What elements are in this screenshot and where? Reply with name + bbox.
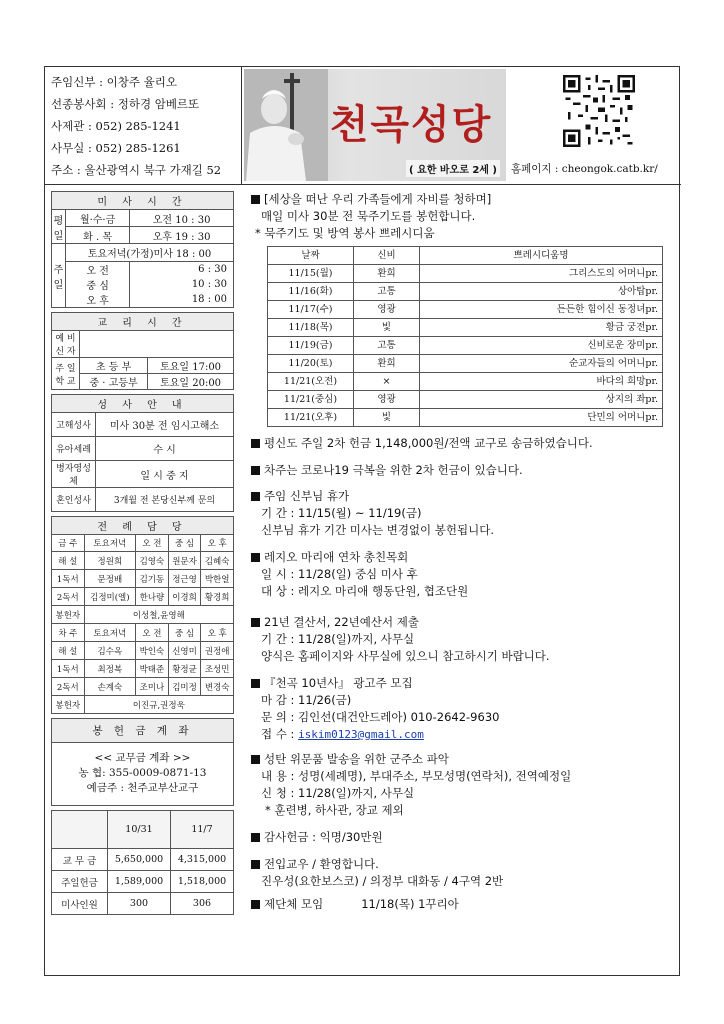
parish-patron: ( 요한 바오로 2세 )	[406, 160, 500, 177]
notice-line: 마 감 : 11/26(금)	[261, 693, 352, 707]
catechism-title: 교 리 시 간	[52, 313, 234, 331]
notice-line: 내 용 : 성명(세례명), 부대주소, 부모성명(연락처), 전역예정일	[261, 769, 572, 783]
sunday-mass-label: 중 심	[66, 277, 130, 292]
weekday-days: 월·수·금	[66, 210, 130, 227]
notice-line: 신 청 : 11/28(일)까지, 사무실	[261, 786, 415, 800]
homepage-link[interactable]: 홈페이지 : cheongok.catb.kr/	[511, 163, 658, 175]
notice-line	[251, 726, 677, 743]
stats-label: 미사인원	[52, 893, 108, 915]
weekday-time: 오후 19 : 30	[130, 227, 234, 244]
liturgy-duty-table	[51, 516, 234, 714]
duty-cell: 해 설	[52, 642, 85, 660]
catechism-time: 토요일 20:00	[148, 374, 234, 390]
duty-head: 금 주	[52, 535, 85, 552]
duty-head: 차 주	[52, 624, 85, 642]
catechism-label: 예 비 신 자	[52, 331, 80, 358]
duty-cell: 김수옥	[84, 642, 136, 660]
sunday-mass-time: 10 : 30	[130, 277, 234, 292]
rosary-praesidium: 상아탑pr.	[420, 283, 663, 301]
duty-cell: 손계숙	[84, 678, 136, 696]
header	[45, 67, 681, 185]
account-title: 봉 헌 금 계 좌	[52, 719, 233, 743]
notice-group-meeting	[251, 896, 677, 913]
sacrament-key: 병자영성체	[52, 461, 96, 488]
sunday-label: 주일	[52, 244, 66, 308]
notice-next-collection	[251, 462, 677, 479]
notice-title: 차주는 코로나19 극복을 위한 2차 헌금이 있습니다.	[264, 463, 523, 477]
info-address: 주소 : 울산광역시 북구 가재길 52	[51, 163, 222, 177]
rosary-praesidium: 바다의 희망pr.	[420, 373, 663, 391]
parish-info	[45, 67, 242, 185]
duty-cell: 2독서	[52, 588, 85, 606]
rosary-head: 쁘레시디움명	[420, 247, 663, 265]
weekday-days: 화 . 목	[66, 227, 130, 244]
mass-times-title: 미 사 시 간	[52, 192, 234, 210]
catechism-table	[51, 312, 234, 390]
info-rectory: 사제관 : 052) 285-1241	[51, 119, 181, 133]
duty-cell: 황경희	[201, 588, 234, 606]
notice-line: 매일 미사 30분 전 묵주기도를 봉헌합니다.	[261, 209, 476, 223]
notice-line: * 묵주기도 및 방역 봉사 쁘레시디움	[255, 226, 435, 240]
notice-line: 기 간 : 11/15(월) ~ 11/19(금)	[261, 506, 422, 520]
rosary-mystery: ×	[354, 373, 420, 391]
notice-budget-submission	[251, 614, 677, 665]
offering-account-box	[51, 718, 234, 806]
rosary-praesidium: 상지의 좌pr.	[420, 391, 663, 409]
account-heading: << 교무금 계좌 >>	[94, 752, 191, 764]
duty-cell: 한나량	[136, 588, 169, 606]
notice-new-parishioners	[251, 856, 677, 890]
rosary-date: 11/21(중심)	[268, 391, 354, 409]
bulletin-page	[44, 66, 680, 976]
bullet-square-icon	[251, 195, 260, 204]
account-number: 농 협: 355-0009-0871-13	[78, 767, 207, 779]
duty-cell: 이경희	[168, 588, 201, 606]
info-service: 선종봉사회 : 정하경 암베르또	[51, 97, 200, 111]
bullet-square-icon	[251, 618, 260, 627]
notice-line: 문 의 : 김인선(대건안드레아) 010-2642-9630	[261, 710, 500, 724]
info-pastor: 주임신부 : 이창주 율리오	[51, 75, 177, 89]
notice-line: 기 간 : 11/28(일)까지, 사무실	[261, 632, 415, 646]
bullet-square-icon	[251, 755, 260, 764]
rosary-mystery: 빛	[354, 319, 420, 337]
rosary-mystery: 환희	[354, 355, 420, 373]
notice-pastor-vacation	[251, 488, 677, 539]
sacrament-value: 일 시 중 지	[96, 461, 234, 488]
notice-title: 『천곡 10년사』 광고주 모집	[264, 676, 413, 690]
bullet-square-icon	[251, 553, 260, 562]
rosary-date: 11/21(오후)	[268, 409, 354, 427]
sunday-mass-time: 18 : 00	[130, 292, 234, 308]
duty-head: 오 후	[201, 535, 234, 552]
bullet-square-icon	[251, 860, 260, 869]
notice-title: 21년 결산서, 22년예산서 제출	[264, 615, 419, 629]
duty-cell: 변경숙	[201, 678, 234, 696]
notice-line: * 훈련병, 하사관, 장교 제외	[265, 803, 404, 817]
sacrament-key: 유아세례	[52, 437, 96, 461]
rosary-mystery: 영광	[354, 391, 420, 409]
duty-head: 중 심	[168, 535, 201, 552]
duty-cell: 박한얼	[201, 570, 234, 588]
bullet-square-icon	[251, 492, 260, 501]
rosary-date: 11/17(수)	[268, 301, 354, 319]
catechism-desc: 중 · 고등부	[80, 374, 148, 390]
rosary-schedule-table	[267, 246, 663, 427]
duty-cell: 김미정	[168, 678, 201, 696]
notice-title: [세상을 떠난 우리 가족들에게 자비를 청하며]	[264, 192, 492, 206]
notice-thanksgiving-offering	[251, 829, 677, 846]
catechism-label: 주 일 학 교	[52, 358, 80, 390]
duty-cell: 정근영	[168, 570, 201, 588]
notices-column	[251, 191, 677, 913]
sunday-mass-label: 오 후	[66, 292, 130, 308]
weekday-label: 평일	[52, 210, 66, 244]
duty-head: 오 후	[201, 624, 234, 642]
notice-legio-meeting	[251, 549, 677, 600]
sacrament-key: 고해성사	[52, 413, 96, 437]
notice-line: 진우성(요한보스코) / 의정부 대화동 / 4구역 2반	[261, 874, 504, 888]
stats-value: 306	[171, 893, 234, 915]
duty-cell: 원문자	[168, 552, 201, 570]
rosary-praesidium: 든든한 힘이신 동정녀pr.	[420, 301, 663, 319]
rosary-praesidium: 황금 궁전pr.	[420, 319, 663, 337]
email-link[interactable]: iskim0123@gmail.com	[298, 728, 424, 741]
duty-cell: 김기동	[136, 570, 169, 588]
rosary-mystery: 환희	[354, 265, 420, 283]
notice-military-address	[251, 751, 677, 819]
rosary-date: 11/18(목)	[268, 319, 354, 337]
notice-line: 양식은 홈페이지와 사무실에 있으니 참고하시기 바랍니다.	[261, 649, 550, 663]
rosary-mystery: 고통	[354, 283, 420, 301]
duty-cell: 박인숙	[136, 642, 169, 660]
stats-label: 교 무 금	[52, 849, 108, 871]
sacrament-key: 혼인성사	[52, 488, 96, 512]
info-office: 사무실 : 052) 285-1261	[51, 141, 181, 155]
rosary-mystery: 고통	[354, 337, 420, 355]
notice-title: 제단체 모임	[264, 897, 324, 911]
duty-cell: 최정복	[84, 660, 136, 678]
rosary-date: 11/20(토)	[268, 355, 354, 373]
duty-cell: 김혜숙	[201, 552, 234, 570]
duty-offer-names: 이성철,윤영해	[84, 606, 233, 624]
duty-cell: 김영숙	[136, 552, 169, 570]
parish-title: 천곡성당	[329, 102, 493, 148]
duty-head: 중 심	[168, 624, 201, 642]
stats-head: 11/7	[171, 811, 234, 849]
notice-title: 전입교우 / 환영합니다.	[264, 857, 379, 871]
notice-line: 대 상 : 레지오 마리애 행동단원, 협조단원	[261, 584, 469, 598]
duty-cell: 2독서	[52, 678, 85, 696]
stats-value: 1,589,000	[108, 871, 171, 893]
rosary-date: 11/21(오전)	[268, 373, 354, 391]
offering-stats-table	[51, 810, 234, 915]
duty-cell: 박태준	[136, 660, 169, 678]
rosary-praesidium: 그리스도의 어머니pr.	[420, 265, 663, 283]
duty-head: 오 전	[136, 535, 169, 552]
stats-value: 300	[108, 893, 171, 915]
stats-head	[52, 811, 108, 849]
catechism-time: 토요일 17:00	[148, 358, 234, 374]
duty-cell: 문정배	[84, 570, 136, 588]
duty-cell: 권정애	[201, 642, 234, 660]
notice-line-prefix: 접 수 :	[261, 727, 299, 741]
duty-head: 토요저녁	[84, 535, 136, 552]
duty-head: 오 전	[136, 624, 169, 642]
notice-rosary	[251, 191, 677, 427]
notice-value: 11/18(목) 1꾸리아	[361, 897, 459, 911]
rosary-date: 11/15(월)	[268, 265, 354, 283]
duty-cell: 1독서	[52, 660, 85, 678]
duty-cell: 황정균	[168, 660, 201, 678]
notice-line: 일 시 : 11/28(일) 중심 미사 후	[261, 567, 418, 581]
rosary-praesidium: 신비로운 장미pr.	[420, 337, 663, 355]
duty-head: 토요저녁	[84, 624, 136, 642]
sacrament-value: 미사 30분 전 임시고해소	[96, 413, 234, 437]
duty-cell: 조미나	[136, 678, 169, 696]
stats-head: 10/31	[108, 811, 171, 849]
stats-label: 주일헌금	[52, 871, 108, 893]
bullet-square-icon	[251, 833, 260, 842]
duty-cell: 해 설	[52, 552, 85, 570]
notice-title: 평신도 주일 2차 헌금 1,148,000원/전액 교구로 송금하였습니다.	[264, 436, 593, 450]
qr-code-image[interactable]	[563, 75, 635, 147]
rosary-praesidium: 순교자들의 어머니pr.	[420, 355, 663, 373]
stats-value: 1,518,000	[171, 871, 234, 893]
notice-second-collection	[251, 435, 677, 452]
stats-value: 5,650,000	[108, 849, 171, 871]
left-column	[51, 191, 234, 915]
duty-offer-label: 봉헌자	[52, 696, 85, 714]
catechism-desc	[80, 331, 234, 358]
duty-cell: 1독서	[52, 570, 85, 588]
duty-cell: 정원희	[84, 552, 136, 570]
duty-cell: 조성민	[201, 660, 234, 678]
bullet-square-icon	[251, 900, 260, 909]
sunday-mass-label: 오 전	[66, 262, 130, 278]
bullet-square-icon	[251, 466, 260, 475]
mass-times-table	[51, 191, 234, 308]
sacrament-value: 수 시	[96, 437, 234, 461]
bullet-square-icon	[251, 679, 260, 688]
notice-title: 성탄 위문품 발송을 위한 군주소 파악	[264, 752, 449, 766]
rosary-date: 11/19(금)	[268, 337, 354, 355]
account-holder: 예금주 : 천주교부산교구	[86, 782, 199, 794]
title-banner	[244, 69, 506, 181]
notice-title: 레지오 마리애 연차 총친목회	[264, 550, 409, 564]
liturgy-duty-title: 전 례 담 당	[52, 517, 234, 535]
catechism-desc: 초 등 부	[80, 358, 148, 374]
sacrament-table	[51, 394, 234, 512]
rosary-head: 신비	[354, 247, 420, 265]
duty-offer-names: 이진규,권정욱	[84, 696, 233, 714]
rosary-mystery: 영광	[354, 301, 420, 319]
notice-title: 주임 신부님 휴가	[264, 489, 350, 503]
weekday-time: 오전 10 : 30	[130, 210, 234, 227]
duty-cell: 김정미(엘)	[84, 588, 136, 606]
bullet-square-icon	[251, 439, 260, 448]
sunday-mass-time: 6 : 30	[130, 262, 234, 278]
duty-offer-label: 봉헌자	[52, 606, 85, 624]
notice-line: 신부님 휴가 기간 미사는 변경없이 봉헌됩니다.	[261, 523, 495, 537]
rosary-praesidium: 단민의 어머니pr.	[420, 409, 663, 427]
rosary-date: 11/16(화)	[268, 283, 354, 301]
duty-cell: 신영미	[168, 642, 201, 660]
notice-advertiser-recruitment	[251, 675, 677, 743]
sacrament-title: 성 사 안 내	[52, 395, 234, 413]
sacrament-value: 3개월 전 본당신부께 문의	[96, 488, 234, 512]
stats-value: 4,315,000	[171, 849, 234, 871]
rosary-mystery: 빛	[354, 409, 420, 427]
rosary-head: 날짜	[268, 247, 354, 265]
saturday-evening-mass: 토요저녁(가정)미사 18 : 00	[66, 244, 234, 262]
notice-title: 감사헌금 : 익명/30만원	[264, 830, 383, 844]
